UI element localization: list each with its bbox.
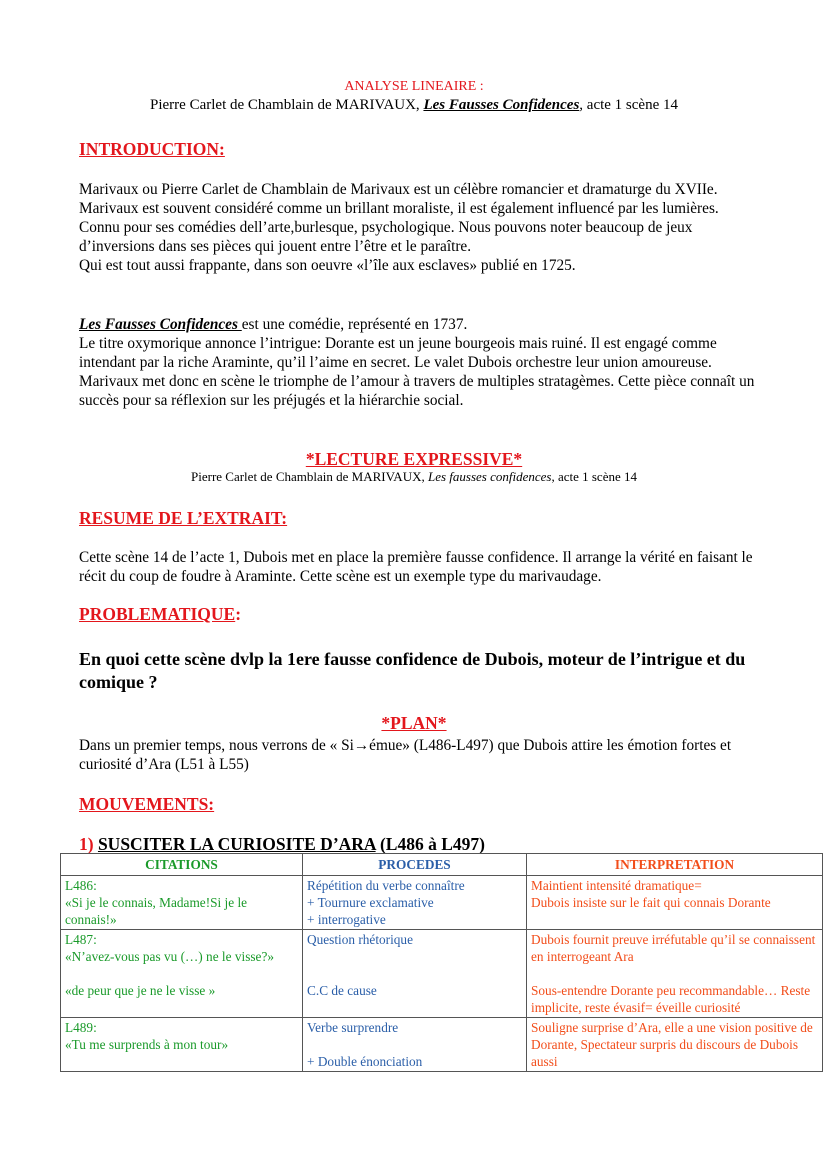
interpretation-cell — [527, 1018, 823, 1072]
interpretation-cell — [527, 930, 823, 1018]
resume-heading: RESUME DE L’EXTRAIT: — [79, 508, 288, 528]
work-title-inline: Les Fausses Confidences — [79, 316, 242, 333]
mouvements-heading: MOUVEMENTS: — [79, 794, 215, 814]
table-header-row — [61, 854, 823, 876]
problematique-label: PROBLEMATIQUE — [79, 604, 236, 624]
lecture-subheading — [0, 469, 828, 485]
procede-text: + interrogative — [307, 912, 386, 927]
procede-text: Question rhétorique — [307, 932, 413, 947]
citation-text: «de peur que je ne le visse » — [65, 983, 216, 998]
intro-paragraph-2: Connu pour ses comédies dell’arte,burlesque, psychologique. Nous pouvons noter beaucoup de jeux d’inversions dans ses pièces qui jouent entre l’être et le paraître. — [79, 219, 693, 255]
analysis-table — [60, 853, 823, 1072]
problematique-colon: : — [235, 604, 242, 624]
work-date-text: est une comédie, représenté en 1737. — [241, 316, 468, 333]
plan-body: Dans un premier temps, nous verrons de « Si→émue» (L486-L497) que Dubois attire les émotion fortes et curiosité d’Ara (L51 à L55) — [79, 737, 732, 773]
column-header-interpretation: INTERPRETATION — [527, 854, 823, 876]
problematique-heading — [79, 604, 241, 625]
procede-cell — [303, 1018, 527, 1072]
lecture-heading: *LECTURE EXPRESSIVE* — [305, 449, 523, 469]
interpretation-text: Maintient intensité dramatique= — [531, 878, 702, 893]
line-reference: L486: — [65, 878, 97, 893]
table-row — [61, 876, 823, 930]
movement-1-title — [79, 834, 485, 855]
citation-text: «N’avez-vous pas vu (…) ne le visse?» — [65, 949, 274, 964]
document-heading: ANALYSE LINEAIRE : — [344, 79, 484, 94]
act-scene-text: , acte 1 scène 14 — [579, 97, 678, 113]
plan-heading: *PLAN* — [381, 713, 447, 733]
interpretation-text: Sous-entendre Dorante peu recommandable… Reste implicite, reste évasif= éveille curiosité — [531, 983, 811, 1015]
interpretation-cell — [527, 876, 823, 930]
movement-range: (L486 à L497) — [375, 834, 485, 854]
procede-text: Verbe surprendre — [307, 1020, 399, 1035]
citation-cell — [61, 930, 303, 1018]
work-title: Les Fausses Confidences — [423, 97, 580, 113]
procede-cell — [303, 930, 527, 1018]
resume-body: Cette scène 14 de l’acte 1, Dubois met en place la première fausse confidence. Il arrange la vérité en faisant le récit du coup de foudre à Araminte. Cette scène est un exemple type du marivaudage. — [79, 549, 753, 585]
lecture-work-title: Les fausses confidences — [427, 469, 552, 484]
intro-paragraph-1: Marivaux ou Pierre Carlet de Chamblain de Marivaux est un célèbre romancier et dramaturge du XVIIe. Marivaux est souvent considéré comme un brillant moraliste, il est également influencé par les lumières. — [79, 181, 719, 217]
introduction-body — [79, 180, 769, 275]
citation-cell — [61, 876, 303, 930]
line-reference: L489: — [65, 1020, 97, 1035]
work-presentation — [79, 315, 769, 410]
movement-name: SUSCITER LA CURIOSITE D’ARA — [97, 834, 376, 854]
citation-text: «Tu me surprends à mon tour» — [65, 1037, 229, 1052]
citation-text: «Si je le connais, Madame!Si je le connais!» — [65, 895, 248, 927]
procede-cell — [303, 876, 527, 930]
work-paragraph-2: Le titre oxymorique annonce l’intrigue: Dorante est un jeune bourgeois mais ruiné. Il est engagé comme intendant par la riche Araminte, qu’il l’aime en secret. Le valet Dubois orchestre leur union amoureuse. — [79, 335, 717, 371]
citation-cell — [61, 1018, 303, 1072]
lecture-act-scene: , acte 1 scène 14 — [551, 469, 637, 484]
movement-number: 1) — [79, 834, 98, 854]
table-row — [61, 930, 823, 1018]
introduction-heading: INTRODUCTION: — [79, 139, 225, 159]
author-text: Pierre Carlet de Chamblain de MARIVAUX, — [150, 97, 424, 113]
lecture-author: Pierre Carlet de Chamblain de MARIVAUX, — [191, 469, 428, 484]
column-header-citations: CITATIONS — [61, 854, 303, 876]
procede-text: + Tournure exclamative — [307, 895, 434, 910]
procede-text: Répétition du verbe connaître — [307, 878, 465, 893]
table-row — [61, 1018, 823, 1072]
procede-text: C.C de cause — [307, 983, 377, 998]
document-subheading — [0, 97, 828, 114]
interpretation-text: Souligne surprise d’Ara, elle a une vision positive de Dorante, Spectateur surpris du discours de Dubois aussi — [531, 1020, 813, 1069]
column-header-procedes: PROCEDES — [303, 854, 527, 876]
interpretation-text: Dubois fournit preuve irréfutable qu’il se connaissent en interrogeant Ara — [531, 932, 816, 964]
problematique-question: En quoi cette scène dvlp la 1ere fausse confidence de Dubois, moteur de l’intrigue et du comique ? — [79, 649, 746, 692]
intro-paragraph-3: Qui est tout aussi frappante, dans son oeuvre «l’île aux esclaves» publié en 1725. — [79, 257, 576, 274]
work-paragraph-3: Marivaux met donc en scène le triomphe de l’amour à travers de multiples stratagèmes. Cette pièce connaît un succès pour sa réflexion sur les préjugés et la hiérarchie social. — [79, 373, 755, 409]
interpretation-text: Dubois insiste sur le fait qui connais Dorante — [531, 895, 771, 910]
procede-text: + Double énonciation — [307, 1054, 423, 1069]
line-reference: L487: — [65, 932, 97, 947]
work-paragraph-1 — [79, 315, 769, 334]
